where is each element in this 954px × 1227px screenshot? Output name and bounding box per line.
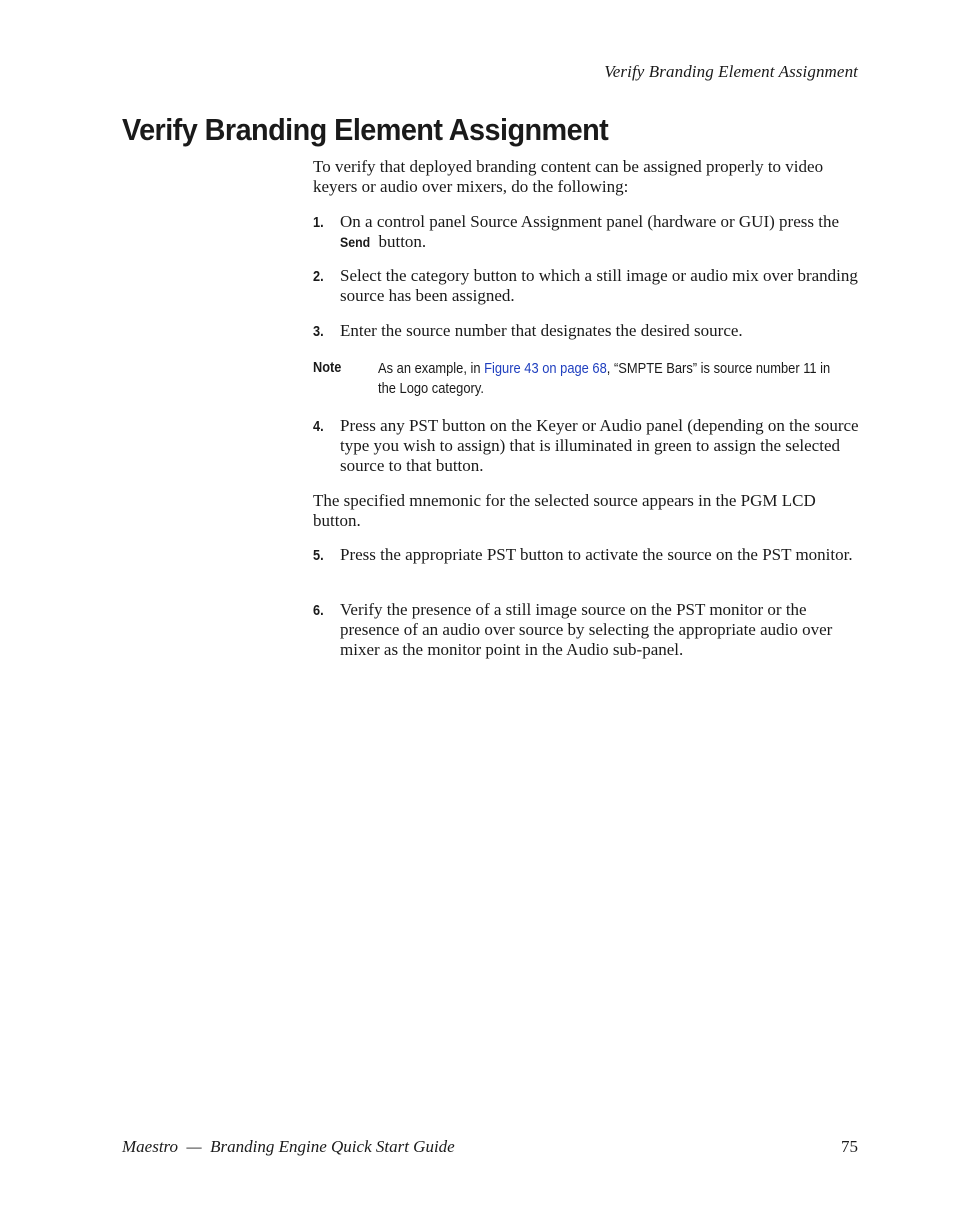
step-text-part: On a control panel Source Assignment panel (hardware or GUI) press the — [340, 212, 839, 231]
step-text-part: button. — [374, 232, 427, 251]
intro-paragraph: To verify that deployed branding content can be assigned properly to video keyers or audio over mixers, do the following: — [313, 157, 824, 196]
footer-title: Maestro — Branding Engine Quick Start Guide — [122, 1137, 455, 1156]
step-number: 2. — [313, 268, 324, 285]
note-text-part: , “SMPTE Bars” is source number 11 in the Logo category. — [378, 360, 831, 397]
note-text — [378, 359, 842, 399]
page-title: Verify Branding Element Assignment — [122, 112, 609, 147]
running-header: Verify Branding Element Assignment — [604, 62, 858, 81]
step-5 — [313, 545, 861, 565]
step-text: Press any PST button on the Keyer or Audio panel (depending on the source type you wish to assign) that is illuminated in green to assign the selected source to that button. — [340, 416, 859, 475]
note — [313, 359, 861, 399]
step-3 — [313, 321, 861, 341]
send-button-label: Send — [340, 234, 371, 250]
page-number: 75 — [841, 1137, 858, 1156]
step-number: 3. — [313, 323, 324, 340]
step-number: 5. — [313, 547, 324, 564]
note-text-part: As an example, in — [378, 360, 485, 377]
step-number: 4. — [313, 418, 324, 435]
step-6 — [313, 600, 861, 660]
step-4 — [313, 416, 861, 476]
step-text: Verify the presence of a still image source on the PST monitor or the presence of an audio over source by selecting the appropriate audio over mixer as the monitor point in the Audio sub-panel. — [340, 600, 833, 659]
note-label: Note — [313, 359, 342, 376]
step-number: 1. — [313, 214, 324, 231]
step-1 — [313, 212, 861, 252]
step-text: Press the appropriate PST button to activate the source on the PST monitor. — [340, 545, 853, 564]
step-2 — [313, 266, 861, 306]
step-number: 6. — [313, 602, 324, 619]
result-paragraph: The specified mnemonic for the selected source appears in the PGM LCD button. — [313, 491, 816, 530]
step-text: Select the category button to which a still image or audio mix over branding source has been assigned. — [340, 266, 858, 305]
step-text — [340, 212, 861, 252]
figure-link[interactable]: Figure 43 on page 68 — [484, 360, 607, 377]
step-text: Enter the source number that designates the desired source. — [340, 321, 743, 340]
